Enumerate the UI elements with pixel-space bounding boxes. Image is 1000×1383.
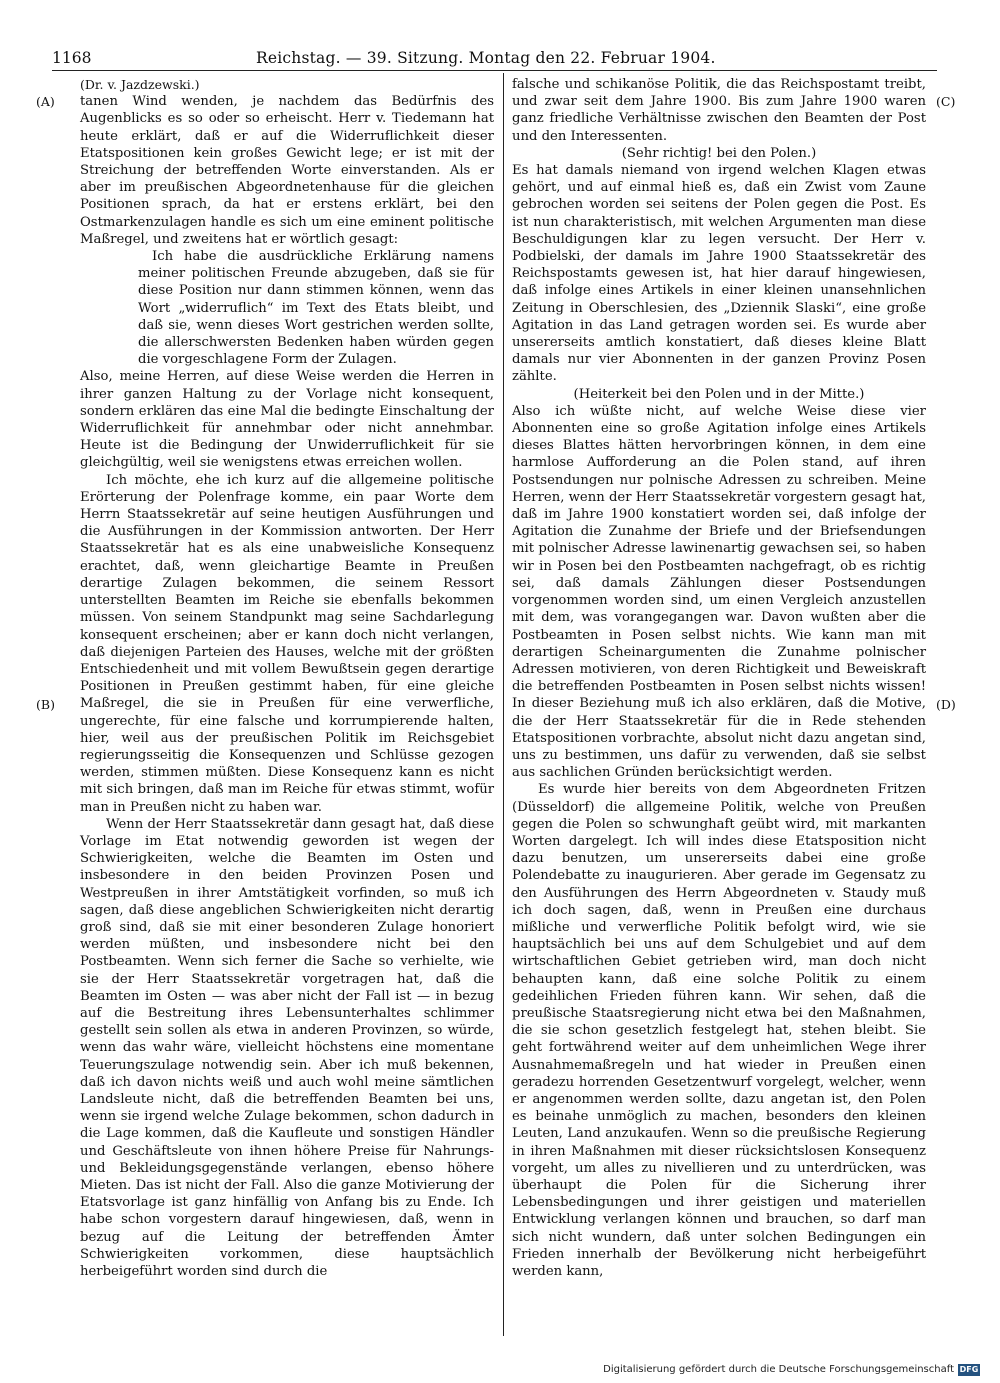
- margin-letter-c: (C): [936, 94, 956, 109]
- paragraph: tanen Wind wenden, je nachdem das Bedürfnis des Augenblicks es so oder so erheischt. Herr v. Tiedemann hat heute erklärt, daß er auf die Widerruflichkeit dieser Etatspositionen kein großes Gewicht lege; er ist mit der Streichung der betreffenden Worte einverstanden. Als er aber im preußischen Abgeordnetenhause für die gleichen Positionen sprach, da hat er erstens erklärt, bei den Ostmarkenzulagen handle es sich um eine eminent politische Maßregel, und zweitens hat er wörtlich gesagt:: [80, 94, 494, 247]
- paragraph: Es hat damals niemand von irgend welchen Klagen etwas gehört, und auf einmal hieß es, daß ein Zwist vom Zaune gebrochen worden sei seitens der Polen gegen die Post. Es ist nun charakteristisch, mit welchen Argumenten man diese Beschuldigungen klar zu legen versucht. Der Herr v. Podbielski, der damals im Jahre 1900 Staatssekretär des Reichspostamts gewesen ist, hat hier darauf hingewiesen, daß infolge eines Artikels in einer kleinen unansehnlichen Zeitung in Oberschlesien, des „Dziennik Slaski“, eine große Agitation in das Land getragen worden sei. Es wurde aber unsererseits amtlich konstatiert, daß dieses kleine Blatt damals nur vier Abonnenten in der ganzen Provinz Posen zählte.: [512, 163, 926, 385]
- credit-text: Digitalisierung gefördert durch die Deutsche Forschungsgemeinschaft: [603, 1364, 954, 1375]
- margin-letter-b: (B): [36, 697, 55, 712]
- paragraph: Wenn der Herr Staatssekretär dann gesagt hat, daß diese Vorlage im Etat notwendig geworden ist wegen der Schwierigkeiten, welche die Beamten im Osten und insbesondere in den beiden Provinzen Posen und Westpreußen in ihrer Amtstätigkeit vorfinden, so muß ich sagen, daß diese angeblichen Schwierigkeiten nicht derartig groß sind, daß sie mit einer besonderen Zulage honoriert werden müßten, und insbesondere nicht bei den Postbeamten. Wenn sich ferner die Sache so verhielte, wie sie der Herr Staatssekretär vorgetragen hat, daß die Beamten im Osten — was aber nicht der Fall ist — in bezug auf die Bestreitung ihres Lebensunterhaltes schlimmer gestellt sein sollen als etwa in anderen Provinzen, so würde, wenn das wahr wäre, vielleicht höchstens eine momentane Teuerungszulage notwendig sein. Aber ich muß bekennen, daß ich davon nichts weiß und auch wohl meine sämtlichen Landsleute nicht, daß die betreffenden Beamten bei uns, wenn sie irgend welche Zulage bekommen, schon dadurch in die Lage kommen, daß die Kaufleute und sonstigen Händler und Geschäftsleute von ihnen höhere Preise für Nahrungs- und Bekleidungsgegenstände verlangen, ebenso höhere Mieten. Das ist nicht der Fall. Also die ganze Motivierung der Etatsvorlage ist ganz hinfällig von Anfang bis zu Ende. Ich habe schon vorgestern darauf hingewiesen, daß, wenn in bezug auf die Leitung der betreffenden Ämter Schwierigkeiten vorkommen, diese hauptsächlich herbeigeführt worden sind durch die: [80, 816, 494, 1280]
- left-column: [80, 76, 494, 1280]
- running-title: Reichstag. — 39. Sitzung. Montag den 22. Februar 1904.: [256, 49, 716, 67]
- page-header: [52, 46, 937, 70]
- page-number: 1168: [52, 49, 92, 67]
- margin-letter-a: (A): [36, 94, 55, 109]
- interjection: (Heiterkeit bei den Polen und in der Mitte.): [573, 386, 865, 402]
- block-quote: Ich habe die ausdrückliche Erklärung namens meiner politischen Freunde abzugeben, daß sie für diese Position nur dann stimmen können, wenn das Wort „widerruflich“ im Text des Etats bleibt, und daß sie, wenn dieses Wort gestrichen werden sollte, die allerschwersten Bedenken haben würden gegen die vorgeschlagene Form der Zulagen.: [138, 249, 494, 368]
- column-separator: [503, 73, 504, 1336]
- paragraph: Also ich wüßte nicht, auf welche Weise diese vier Abonnenten eine so große Agitation infolge eines Artikels dieses Blattes hätten hervorbringen können, in dem eine harmlose Aufforderung an die Polen stand, auf ihren Postsendungen nur polnische Adressen zu schreiben. Meine Herren, wenn der Herr Staatssekretär vorgestern gesagt hat, daß im Jahre 1900 konstatiert worden sei, daß infolge der Agitation die Zunahme der Briefe und der Briefsendungen mit polnischer Adresse lawinenartig gewachsen sei, so haben wir in Posen bei den Postbeamten nachgefragt, ob es richtig sei, daß damals Zählungen dieser Postsendungen vorgenommen worden sind, um einen Vergleich anzustellen mit dem, was vorangegangen war. Davon wußten aber die Postbeamten in Posen selbst nichts. Wie kann man mit derartigen Scheinargumenten die Zunahme polnischer Adressen motivieren, von deren Richtigkeit und Beweiskraft die betreffenden Postbeamten in Posen selbst nichts wissen! In dieser Beziehung muß ich also erklären, daß die Motive, die der Herr Staatssekretär für die in Rede stehenden Etatspositionen vorbrachte, absolut nicht dazu angetan sind, uns zu bestimmen, uns dafür zu verwenden, daß sie selbst aus sachlichen Gründen berücksichtigt werden.: [512, 403, 926, 781]
- margin-letter-d: (D): [936, 697, 956, 712]
- paragraph: Ich möchte, ehe ich kurz auf die allgemeine politische Erörterung der Polenfrage komme, ein paar Worte dem Herrn Staatssekretär auf seine heutigen Ausführungen und die Ausführungen in der Kommission antworten. Der Herr Staatssekretär hat es als eine unabweisliche Konsequenz erachtet, daß, wenn gleichartige Beamte in Preußen derartige Zulagen bekommen, die seinem Ressort unterstellten Beamten im Reiche sie ebenfalls bekommen müssen. Von seinem Standpunkt mag seine Sachdarlegung konsequent erscheinen; aber er kann doch nicht verlangen, daß diejenigen Parteien des Hauses, welche mit der größten Entschiedenheit und mit vollem Bewußtsein gegen derartige Positionen in Preußen gestimmt haben, für eine gleiche Maßregel, die sie in Preußen für eine verwerfliche, ungerechte, für eine falsche und korrumpierende halten, hier, weil aus der preußischen Politik im Reichsgebiet regierungsseitig die Konsequenzen und Schlüsse gezogen werden, stimmen müßten. Diese Konsequenz kann es nicht mit sich bringen, daß man im Reiche für etwas stimmt, wofür man in Preußen nicht zu haben war.: [80, 472, 494, 815]
- digitization-credit: [603, 1363, 980, 1377]
- header-rule: [52, 70, 937, 71]
- right-column: [512, 76, 926, 1280]
- paragraph: Es wurde hier bereits von dem Abgeordneten Fritzen (Düsseldorf) die allgemeine Politik, welche von Preußen gegen die Polen so schwunghaft geübt wird, mit markanten Worten dargelegt. Ich will indes diese Etatsposition nicht dazu benutzen, um unsererseits dabei eine große Polendebatte zu inaugurieren. Aber gerade im Gegensatz zu den Ausführungen des Herrn Abgeordneten v. Staudy muß ich doch sagen, daß, wenn in Preußen eine durchaus mißliche und verwerfliche Politik befolgt wird, wie sie hauptsächlich bei uns auf dem Schulgebiet und auf dem wirtschaftlichen Gebiet getrieben wird, man doch nicht behaupten kann, daß eine solche Politik zu einem gedeihlichen Frieden führen kann. Wir sehen, daß die preußische Staatsregierung nicht etwa bei den Maßnahmen, die sie schon gesetzlich festgelegt hat, stehen bleibt. Sie geht fortwährend weiter auf dem unheimlichen Wege ihrer Ausnahmemaßregeln und hat wieder in Preußen einen geradezu horrenden Gesetzentwurf vorgelegt, welcher, wenn er angenommen werden sollte, dazu angetan ist, den Polen es beinahe unmöglich zu machen, besonders den kleinen Leuten, Land anzukaufen. Wenn so die preußische Regierung in ihren Maßnahmen mit dieser rücksichtslosen Konsequenz vorgeht, um alles zu nivellieren und zu unterdrücken, was überhaupt die Polen für die Sicherung ihrer Lebensbedingungen und ihrer geistigen und materiellen Entwicklung verlangen können und brauchen, so darf man sich nicht wundern, daß unter solchen Bedingungen ein Frieden innerhalb der Bevölkerung nicht herbeigeführt werden kann,: [512, 782, 926, 1280]
- dfg-logo: DFG: [959, 1365, 979, 1374]
- paragraph: Also, meine Herren, auf diese Weise werden die Herren in ihrer ganzen Haltung zu der Vorlage nicht konsequent, sondern erklären das eine Mal die bedingte Einschaltung der Widerruflichkeit für annehmbar oder nicht annehmbar. Heute ist die Bedingung der Unwiderruflichkeit für sie gleichgültig, weil sie wenigstens etwas erreichen wollen.: [80, 369, 494, 471]
- paragraph: falsche und schikanöse Politik, die das Reichspostamt treibt, und zwar seit dem Jahre 1900. Bis zum Jahre 1900 waren ganz friedliche Verhältnisse zwischen den Beamten der Post und den Interessenten.: [512, 77, 926, 144]
- interjection: (Sehr richtig! bei den Polen.): [621, 145, 817, 161]
- speaker-attribution: (Dr. v. Jazdzewski.): [80, 77, 200, 92]
